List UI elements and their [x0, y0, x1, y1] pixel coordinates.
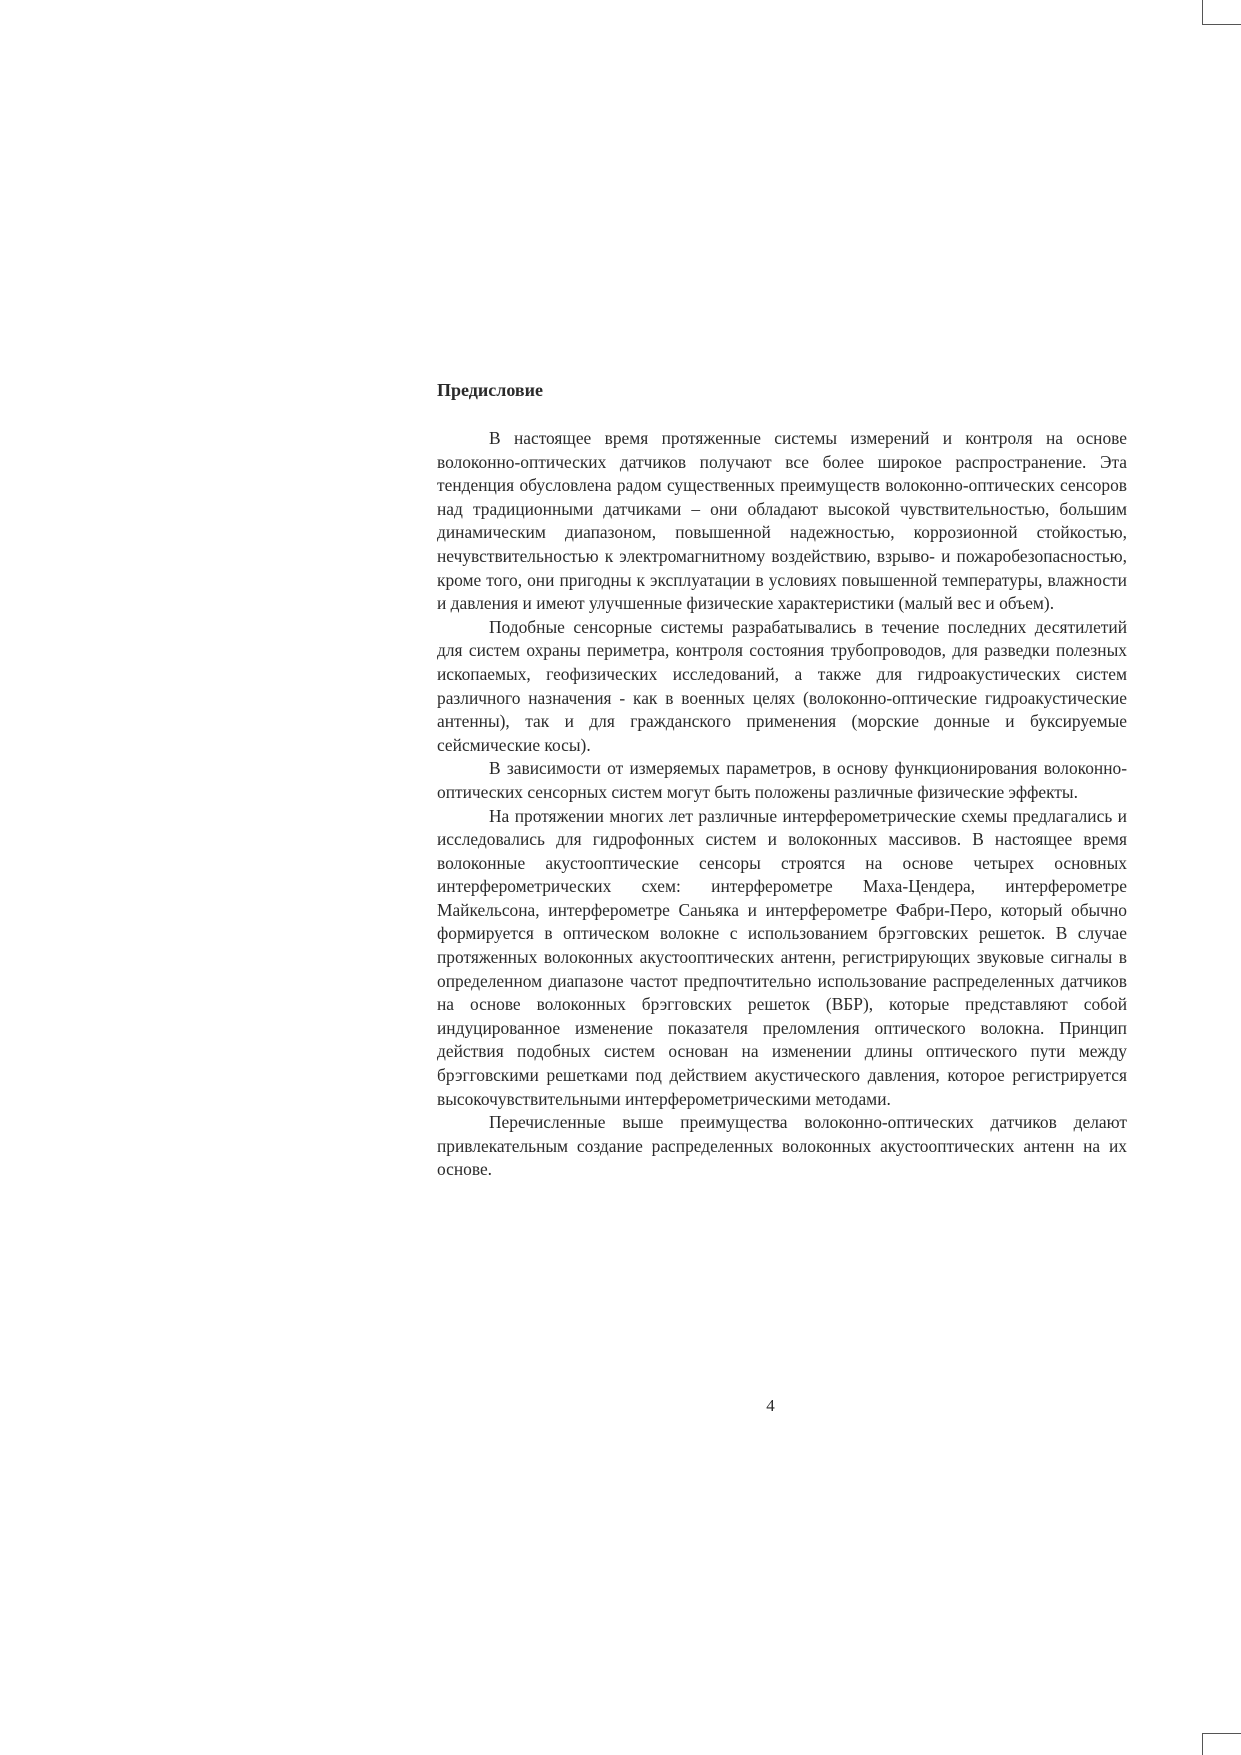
page-body [437, 378, 1127, 1182]
page-heading: Предисловие [437, 380, 543, 400]
crop-mark-top-vertical [1202, 0, 1203, 24]
paragraph-1: В настоящее время протяженные системы измерений и контроля на основе волоконно-оптических датчиков получают все более широкое распространение. Эта тенденция обусловлена радом существенных преимуществ волоконно-оптических сенсоров над традиционными датчиками – они обладают высокой чувствительностью, большим динамическим диапазоном, повышенной надежностью, коррозионной стойкостью, нечувствительностью к электромагнитному воздействию, взрыво- и пожаробезопасностью, кроме того, они пригодны к эксплуатации в условиях повышенной температуры, влажности и давления и имеют улучшенные физические характеристики (малый вес и объем). [437, 428, 1127, 614]
page-number: 4 [766, 1396, 775, 1415]
crop-mark-bottom-horizontal [1202, 1733, 1241, 1734]
crop-mark-bottom-vertical [1202, 1733, 1203, 1755]
paragraph-4: На протяжении многих лет различные интерферометрические схемы предлагались и исследовались для гидрофонных систем и волоконных массивов. В настоящее время волоконные акустооптические сенсоры строятся на основе четырех основных интерферометрических схем: интерферометре Маха-Цендера, интерферометре Майкельсона, интерферометре Саньяка и интерферометре Фабри-Перо, который обычно формируется в оптическом волокне с использованием брэгговских решеток. В случае протяженных волоконных акустооптических антенн, регистрирующих звуковые сигналы в определенном диапазоне частот предпочтительно использование распределенных датчиков на основе волоконных брэгговских решеток (ВБР), которые представляют собой индуцированное изменение показателя преломления оптического волокна. Принцип действия подобных систем основан на изменении длины оптического пути между брэгговскими решетками под действием акустического давления, которое регистрируется высокочувствительными интерферометрическими методами. [437, 805, 1127, 1109]
paragraph-5: Перечисленные выше преимущества волоконно-оптических датчиков делают привлекательным создание распределенных волоконных акустооптических антенн на их основе. [437, 1112, 1127, 1180]
paragraph-3: В зависимости от измеряемых параметров, в основу функционирования волоконно-оптических сенсорных систем могут быть положены различные физические эффекты. [437, 758, 1127, 802]
paragraph-2: Подобные сенсорные системы разрабатывались в течение последних десятилетий для систем охраны периметра, контроля состояния трубопроводов, для разведки полезных ископаемых, геофизических исследований, а также для гидроакустических систем различного назначения - как в военных целях (волоконно-оптические гидроакустические антенны), так и для гражданского применения (морские донные и буксируемые сейсмические косы). [437, 616, 1127, 755]
crop-mark-top-horizontal [1202, 24, 1241, 25]
